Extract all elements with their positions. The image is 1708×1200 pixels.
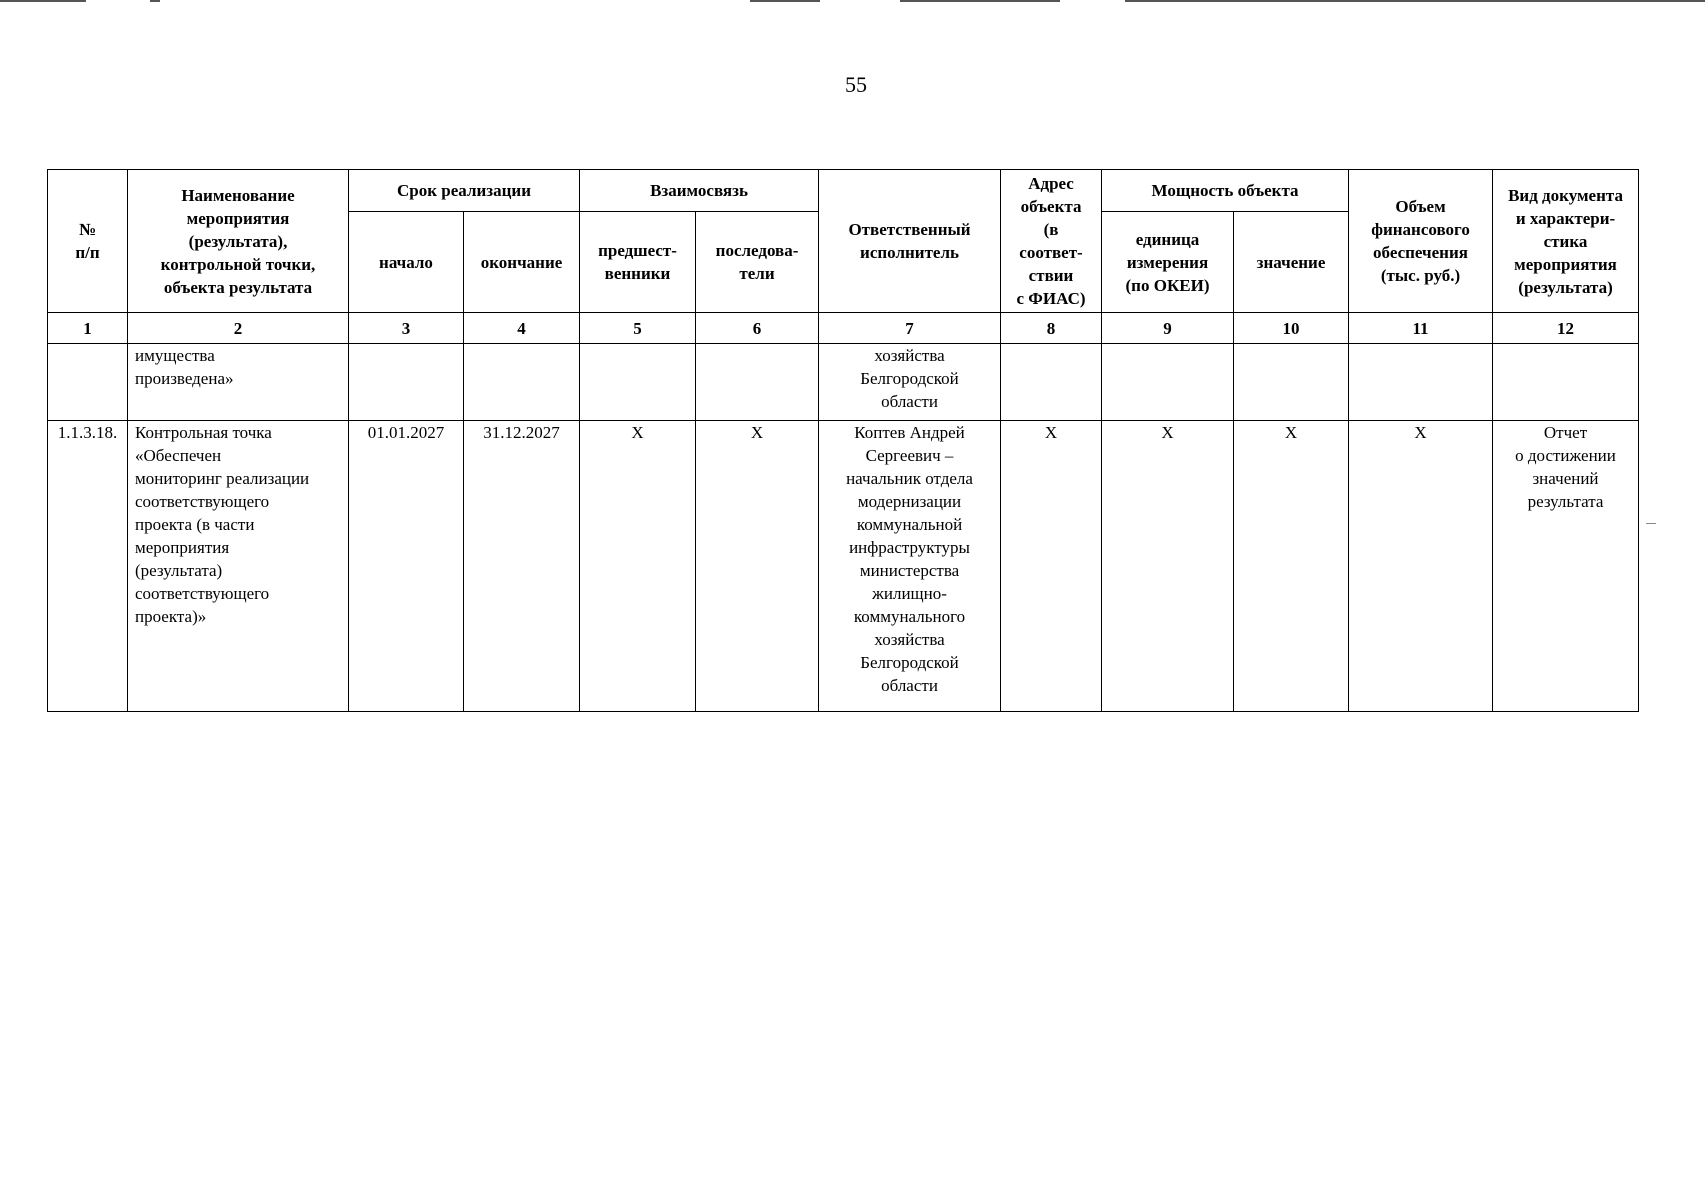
- cell-value: [1234, 344, 1349, 421]
- cell-name: имущества произведена»: [128, 344, 349, 421]
- column-number-row: [48, 313, 1639, 344]
- header-address: Адрес объекта (в соответ- ствии с ФИАС): [1001, 170, 1102, 313]
- header-period-start: начало: [349, 212, 464, 313]
- header-capacity-unit: единица измерения (по ОКЕИ): [1102, 212, 1234, 313]
- column-number: 12: [1493, 313, 1639, 344]
- header-name: Наименование мероприятия (результата), контрольной точки, объекта результата: [128, 170, 349, 313]
- cell-executor: Коптев Андрей Сергеевич – начальник отдела модернизации коммунальной инфраструктуры министерства жилищно- коммунального хозяйства Белгородской области: [819, 421, 1001, 712]
- cell-address: X: [1001, 421, 1102, 712]
- cell-doc: Отчет о достижении значений результата: [1493, 421, 1639, 712]
- header-link-prev: предшест- венники: [580, 212, 696, 313]
- header-finance: Объем финансового обеспечения (тыс. руб.): [1349, 170, 1493, 313]
- cell-end: [464, 344, 580, 421]
- column-number: 3: [349, 313, 464, 344]
- column-number: 5: [580, 313, 696, 344]
- cell-finance: [1349, 344, 1493, 421]
- cell-executor: хозяйства Белгородской области: [819, 344, 1001, 421]
- column-number: 2: [128, 313, 349, 344]
- scan-artifact-lines: [0, 0, 1708, 3]
- header-executor: Ответственный исполнитель: [819, 170, 1001, 313]
- cell-prev: [580, 344, 696, 421]
- cell-next: [696, 344, 819, 421]
- cell-prev: X: [580, 421, 696, 712]
- cell-next: X: [696, 421, 819, 712]
- column-number: 8: [1001, 313, 1102, 344]
- column-number: 1: [48, 313, 128, 344]
- cell-address: [1001, 344, 1102, 421]
- header-capacity: Мощность объекта: [1102, 170, 1349, 212]
- table-row: [48, 344, 1639, 421]
- header-num: № п/п: [48, 170, 128, 313]
- page-number: 55: [845, 72, 867, 97]
- activities-table: [47, 169, 1639, 712]
- table-row: [48, 421, 1639, 712]
- cell-unit: [1102, 344, 1234, 421]
- cell-name: Контрольная точка «Обеспечен мониторинг реализации соответствующего проекта (в части мероприятия (результата) соответствующего проекта)»: [128, 421, 349, 712]
- cell-start: [349, 344, 464, 421]
- cell-num: [48, 344, 128, 421]
- cell-num: 1.1.3.18.: [48, 421, 128, 712]
- column-number: 11: [1349, 313, 1493, 344]
- cell-doc: [1493, 344, 1639, 421]
- column-number: 6: [696, 313, 819, 344]
- header-link: Взаимосвязь: [580, 170, 819, 212]
- scan-mark: [1646, 523, 1656, 524]
- column-number: 4: [464, 313, 580, 344]
- cell-value: X: [1234, 421, 1349, 712]
- cell-finance: X: [1349, 421, 1493, 712]
- header-period: Срок реализации: [349, 170, 580, 212]
- column-number: 9: [1102, 313, 1234, 344]
- cell-start: 01.01.2027: [349, 421, 464, 712]
- cell-end: 31.12.2027: [464, 421, 580, 712]
- cell-unit: X: [1102, 421, 1234, 712]
- header-period-end: окончание: [464, 212, 580, 313]
- header-capacity-value: значение: [1234, 212, 1349, 313]
- column-number: 10: [1234, 313, 1349, 344]
- column-number: 7: [819, 313, 1001, 344]
- header-doc-type: Вид документа и характери- стика мероприятия (результата): [1493, 170, 1639, 313]
- header-link-next: последова- тели: [696, 212, 819, 313]
